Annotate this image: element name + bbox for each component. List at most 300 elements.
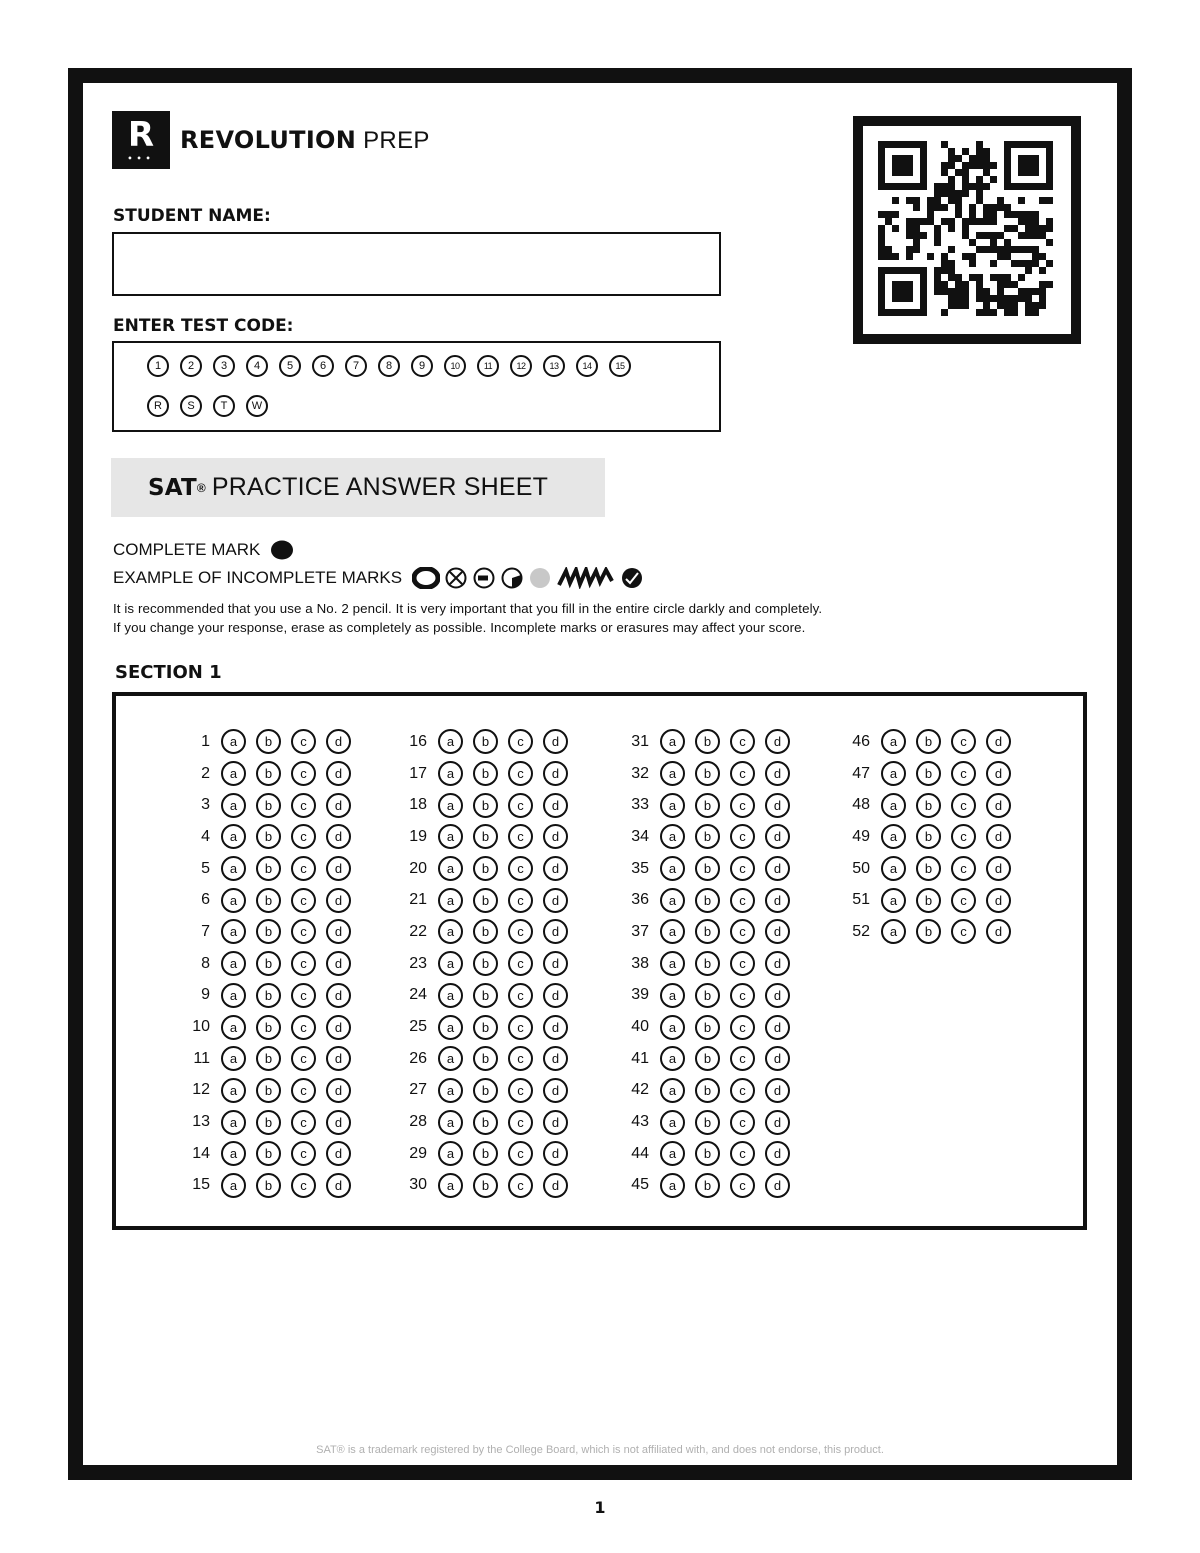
answer-bubble-b[interactable]: b <box>473 951 498 976</box>
test-code-bubble-9[interactable]: 9 <box>411 355 433 377</box>
answer-bubble-d[interactable]: d <box>543 761 568 786</box>
question-row-37 <box>621 916 790 948</box>
answer-options <box>221 729 351 754</box>
question-number: 39 <box>631 986 649 1004</box>
answer-bubble-a[interactable]: a <box>438 983 463 1008</box>
test-code-bubble-11[interactable]: 11 <box>477 355 499 377</box>
answer-bubble-a[interactable]: a <box>660 1015 685 1040</box>
x-mark-icon <box>444 567 468 589</box>
brand-name-light: PREP <box>363 126 430 154</box>
answer-bubble-a[interactable]: a <box>438 856 463 881</box>
question-row-7 <box>182 916 351 948</box>
question-number: 37 <box>631 922 649 940</box>
answer-bubble-c[interactable]: c <box>291 1046 316 1071</box>
answer-bubble-b[interactable]: b <box>695 951 720 976</box>
answer-bubble-d[interactable]: d <box>543 1141 568 1166</box>
answer-bubble-d[interactable]: d <box>326 888 351 913</box>
answer-bubble-c[interactable]: c <box>730 824 755 849</box>
question-row-8 <box>182 948 351 980</box>
answer-options <box>881 793 1011 818</box>
answer-bubble-a[interactable]: a <box>438 761 463 786</box>
test-code-bubble-w[interactable]: W <box>246 395 268 417</box>
answer-bubble-d[interactable]: d <box>765 1078 790 1103</box>
answer-bubble-a[interactable]: a <box>881 856 906 881</box>
question-row-43 <box>621 1106 790 1138</box>
answer-bubble-d[interactable]: d <box>765 951 790 976</box>
answer-bubble-a[interactable]: a <box>221 1110 246 1135</box>
answer-bubble-c[interactable]: c <box>730 1141 755 1166</box>
answer-bubble-a[interactable]: a <box>881 761 906 786</box>
answer-bubble-b[interactable]: b <box>256 1046 281 1071</box>
question-row-49 <box>842 821 1011 853</box>
answer-bubble-d[interactable]: d <box>765 824 790 849</box>
question-row-28 <box>399 1106 568 1138</box>
answer-bubble-c[interactable]: c <box>508 919 533 944</box>
answer-bubble-a[interactable]: a <box>660 1173 685 1198</box>
answer-bubble-d[interactable]: d <box>326 1078 351 1103</box>
answer-bubble-d[interactable]: d <box>765 1141 790 1166</box>
answer-bubble-b[interactable]: b <box>473 1141 498 1166</box>
question-row-15 <box>182 1170 351 1202</box>
answer-bubble-b[interactable]: b <box>916 919 941 944</box>
answer-bubble-c[interactable]: c <box>730 761 755 786</box>
answer-bubble-a[interactable]: a <box>660 1046 685 1071</box>
answer-bubble-b[interactable]: b <box>473 888 498 913</box>
answer-bubble-a[interactable]: a <box>881 888 906 913</box>
test-code-bubble-13[interactable]: 13 <box>543 355 565 377</box>
question-number: 5 <box>201 859 210 877</box>
answer-bubble-c[interactable]: c <box>291 793 316 818</box>
answer-bubble-a[interactable]: a <box>660 1078 685 1103</box>
answer-bubble-c[interactable]: c <box>730 1046 755 1071</box>
answer-bubble-c[interactable]: c <box>730 983 755 1008</box>
answer-bubble-c[interactable]: c <box>291 951 316 976</box>
answer-bubble-c[interactable]: c <box>951 919 976 944</box>
incomplete-marks-example <box>113 567 644 589</box>
question-number: 6 <box>201 891 210 909</box>
question-number: 33 <box>631 796 649 814</box>
answer-bubble-c[interactable]: c <box>730 888 755 913</box>
answer-bubble-c[interactable]: c <box>730 729 755 754</box>
answer-bubble-c[interactable]: c <box>508 729 533 754</box>
test-code-bubble-3[interactable]: 3 <box>213 355 235 377</box>
answer-bubble-d[interactable]: d <box>543 951 568 976</box>
answer-bubble-c[interactable]: c <box>508 983 533 1008</box>
answer-options <box>221 1173 351 1198</box>
question-number: 11 <box>193 1049 210 1067</box>
question-row-2 <box>182 758 351 790</box>
answer-bubble-a[interactable]: a <box>438 1078 463 1103</box>
answer-bubble-a[interactable]: a <box>660 824 685 849</box>
sheet-title-sat: SAT <box>148 474 197 501</box>
question-number: 12 <box>192 1081 210 1099</box>
answer-bubble-d[interactable]: d <box>543 1173 568 1198</box>
answer-options <box>221 761 351 786</box>
answer-bubble-b[interactable]: b <box>916 856 941 881</box>
answer-bubble-c[interactable]: c <box>508 951 533 976</box>
answer-bubble-a[interactable]: a <box>221 1046 246 1071</box>
answer-bubble-c[interactable]: c <box>730 919 755 944</box>
answer-bubble-b[interactable]: b <box>256 1141 281 1166</box>
test-code-bubble-r[interactable]: R <box>147 395 169 417</box>
answer-bubble-c[interactable]: c <box>951 793 976 818</box>
test-code-bubble-10[interactable]: 10 <box>444 355 466 377</box>
question-row-25 <box>399 1011 568 1043</box>
answer-bubble-a[interactable]: a <box>660 1141 685 1166</box>
answer-bubble-b[interactable]: b <box>256 856 281 881</box>
answer-bubble-a[interactable]: a <box>221 729 246 754</box>
answer-bubble-c[interactable]: c <box>508 824 533 849</box>
answer-bubble-c[interactable]: c <box>508 761 533 786</box>
answer-bubble-a[interactable]: a <box>660 856 685 881</box>
scribble-mark-icon <box>556 567 616 589</box>
qr-code-icon <box>853 116 1081 344</box>
answer-bubble-d[interactable]: d <box>986 919 1011 944</box>
answer-bubble-b[interactable]: b <box>256 1078 281 1103</box>
answer-bubble-b[interactable]: b <box>916 888 941 913</box>
answer-bubble-d[interactable]: d <box>765 793 790 818</box>
answer-column-2 <box>399 726 568 1201</box>
answer-bubble-d[interactable]: d <box>765 919 790 944</box>
answer-bubble-a[interactable]: a <box>438 919 463 944</box>
answer-bubble-c[interactable]: c <box>508 1173 533 1198</box>
answer-bubble-d[interactable]: d <box>986 824 1011 849</box>
test-code-bubble-s[interactable]: S <box>180 395 202 417</box>
answer-bubble-d[interactable]: d <box>765 1046 790 1071</box>
answer-options <box>221 856 351 881</box>
answer-bubble-d[interactable]: d <box>543 856 568 881</box>
test-code-bubble-4[interactable]: 4 <box>246 355 268 377</box>
answer-options <box>221 1141 351 1166</box>
answer-bubble-b[interactable]: b <box>695 1046 720 1071</box>
question-row-17 <box>399 758 568 790</box>
answer-bubble-d[interactable]: d <box>986 729 1011 754</box>
answer-bubble-c[interactable]: c <box>291 983 316 1008</box>
answer-bubble-b[interactable]: b <box>916 729 941 754</box>
answer-bubble-a[interactable]: a <box>221 1078 246 1103</box>
answer-bubble-c[interactable]: c <box>730 1015 755 1040</box>
answer-bubble-a[interactable]: a <box>221 919 246 944</box>
answer-bubble-d[interactable]: d <box>765 1110 790 1135</box>
question-row-1 <box>182 726 351 758</box>
question-row-21 <box>399 884 568 916</box>
answer-bubble-a[interactable]: a <box>221 1015 246 1040</box>
answer-bubble-b[interactable]: b <box>695 919 720 944</box>
answer-bubble-d[interactable]: d <box>543 1046 568 1071</box>
answer-bubble-b[interactable]: b <box>473 729 498 754</box>
answer-options <box>660 824 790 849</box>
answer-bubble-a[interactable]: a <box>221 951 246 976</box>
answer-bubble-b[interactable]: b <box>256 729 281 754</box>
test-code-bubble-1[interactable]: 1 <box>147 355 169 377</box>
answer-bubble-c[interactable]: c <box>730 856 755 881</box>
answer-bubble-a[interactable]: a <box>438 1110 463 1135</box>
partial-fill-mark-icon <box>500 567 524 589</box>
answer-bubble-c[interactable]: c <box>730 1078 755 1103</box>
answer-bubble-c[interactable]: c <box>951 856 976 881</box>
answer-bubble-a[interactable]: a <box>660 919 685 944</box>
answer-bubble-b[interactable]: b <box>916 824 941 849</box>
answer-bubble-c[interactable]: c <box>508 888 533 913</box>
answer-bubble-a[interactable]: a <box>221 1173 246 1198</box>
question-row-24 <box>399 980 568 1012</box>
question-row-13 <box>182 1106 351 1138</box>
answer-bubble-a[interactable]: a <box>438 1141 463 1166</box>
answer-bubble-c[interactable]: c <box>291 761 316 786</box>
answer-bubble-d[interactable]: d <box>543 919 568 944</box>
answer-bubble-b[interactable]: b <box>695 1173 720 1198</box>
answer-bubble-d[interactable]: d <box>765 729 790 754</box>
answer-bubble-c[interactable]: c <box>291 729 316 754</box>
test-code-bubble-t[interactable]: T <box>213 395 235 417</box>
answer-bubble-a[interactable]: a <box>221 1141 246 1166</box>
answer-bubble-d[interactable]: d <box>326 1173 351 1198</box>
answer-bubble-c[interactable]: c <box>291 1078 316 1103</box>
question-number: 26 <box>409 1049 427 1067</box>
question-row-35 <box>621 853 790 885</box>
question-number: 47 <box>852 764 870 782</box>
answer-bubble-b[interactable]: b <box>256 1173 281 1198</box>
answer-bubble-d[interactable]: d <box>326 1046 351 1071</box>
answer-options <box>221 1015 351 1040</box>
answer-bubble-d[interactable]: d <box>543 983 568 1008</box>
question-row-19 <box>399 821 568 853</box>
answer-bubble-a[interactable]: a <box>221 824 246 849</box>
question-number: 29 <box>409 1144 427 1162</box>
answer-bubble-a[interactable]: a <box>660 1110 685 1135</box>
question-row-46 <box>842 726 1011 758</box>
test-code-bubble-6[interactable]: 6 <box>312 355 334 377</box>
answer-bubble-b[interactable]: b <box>695 793 720 818</box>
answer-bubble-a[interactable]: a <box>221 888 246 913</box>
answer-bubble-c[interactable]: c <box>951 761 976 786</box>
answer-bubble-b[interactable]: b <box>473 793 498 818</box>
answer-bubble-b[interactable]: b <box>473 824 498 849</box>
question-row-33 <box>621 789 790 821</box>
answer-bubble-c[interactable]: c <box>291 1110 316 1135</box>
answer-bubble-a[interactable]: a <box>881 729 906 754</box>
answer-bubble-c[interactable]: c <box>730 951 755 976</box>
answer-bubble-d[interactable]: d <box>543 1078 568 1103</box>
answer-bubble-d[interactable]: d <box>326 951 351 976</box>
student-name-field[interactable] <box>112 232 721 296</box>
answer-bubble-a[interactable]: a <box>438 729 463 754</box>
answer-bubble-c[interactable]: c <box>951 729 976 754</box>
answer-bubble-d[interactable]: d <box>765 888 790 913</box>
answer-bubble-c[interactable]: c <box>730 1173 755 1198</box>
answer-bubble-b[interactable]: b <box>916 793 941 818</box>
question-number: 16 <box>409 732 427 750</box>
answer-bubble-c[interactable]: c <box>508 1015 533 1040</box>
answer-options <box>438 1110 568 1135</box>
answer-bubble-d[interactable]: d <box>326 824 351 849</box>
answer-bubble-b[interactable]: b <box>256 888 281 913</box>
answer-bubble-b[interactable]: b <box>695 983 720 1008</box>
answer-bubble-b[interactable]: b <box>695 888 720 913</box>
answer-bubble-a[interactable]: a <box>438 951 463 976</box>
question-row-41 <box>621 1043 790 1075</box>
answer-bubble-b[interactable]: b <box>256 1110 281 1135</box>
question-number: 24 <box>409 986 427 1004</box>
answer-bubble-b[interactable]: b <box>256 983 281 1008</box>
answer-bubble-d[interactable]: d <box>543 793 568 818</box>
answer-bubble-c[interactable]: c <box>291 1141 316 1166</box>
answer-bubble-b[interactable]: b <box>695 761 720 786</box>
answer-bubble-b[interactable]: b <box>256 793 281 818</box>
dash-mark-icon <box>472 567 496 589</box>
answer-bubble-b[interactable]: b <box>695 824 720 849</box>
answer-options <box>221 793 351 818</box>
question-number: 32 <box>631 764 649 782</box>
answer-bubble-a[interactable]: a <box>221 856 246 881</box>
answer-options <box>438 1046 568 1071</box>
answer-bubble-c[interactable]: c <box>951 888 976 913</box>
answer-bubble-b[interactable]: b <box>695 1110 720 1135</box>
test-code-bubble-14[interactable]: 14 <box>576 355 598 377</box>
test-code-bubble-2[interactable]: 2 <box>180 355 202 377</box>
question-row-47 <box>842 758 1011 790</box>
answer-bubble-d[interactable]: d <box>326 793 351 818</box>
answer-bubble-c[interactable]: c <box>291 888 316 913</box>
answer-bubble-b[interactable]: b <box>256 919 281 944</box>
answer-bubble-c[interactable]: c <box>291 1015 316 1040</box>
answer-bubble-a[interactable]: a <box>660 888 685 913</box>
answer-options <box>881 856 1011 881</box>
test-code-bubble-8[interactable]: 8 <box>378 355 400 377</box>
answer-bubble-a[interactable]: a <box>881 793 906 818</box>
answer-bubble-b[interactable]: b <box>695 1141 720 1166</box>
question-row-3 <box>182 789 351 821</box>
answer-options <box>660 1141 790 1166</box>
answer-bubble-b[interactable]: b <box>256 951 281 976</box>
answer-bubble-b[interactable]: b <box>473 1110 498 1135</box>
answer-bubble-c[interactable]: c <box>508 793 533 818</box>
answer-bubble-a[interactable]: a <box>881 824 906 849</box>
answer-bubble-b[interactable]: b <box>695 1078 720 1103</box>
answer-bubble-d[interactable]: d <box>543 729 568 754</box>
answer-bubble-c[interactable]: c <box>291 1173 316 1198</box>
answer-bubble-c[interactable]: c <box>951 824 976 849</box>
answer-bubble-b[interactable]: b <box>256 761 281 786</box>
answer-bubble-d[interactable]: d <box>765 1173 790 1198</box>
answer-grid <box>112 692 1087 1230</box>
answer-bubble-d[interactable]: d <box>326 856 351 881</box>
answer-bubble-b[interactable]: b <box>473 1173 498 1198</box>
answer-bubble-a[interactable]: a <box>438 1015 463 1040</box>
answer-bubble-a[interactable]: a <box>221 793 246 818</box>
question-row-18 <box>399 789 568 821</box>
answer-bubble-b[interactable]: b <box>695 729 720 754</box>
answer-bubble-c[interactable]: c <box>508 1141 533 1166</box>
answer-bubble-b[interactable]: b <box>916 761 941 786</box>
answer-bubble-b[interactable]: b <box>256 1015 281 1040</box>
answer-bubble-c[interactable]: c <box>508 1110 533 1135</box>
answer-bubble-a[interactable]: a <box>438 1046 463 1071</box>
answer-bubble-c[interactable]: c <box>291 919 316 944</box>
answer-bubble-d[interactable]: d <box>326 1110 351 1135</box>
answer-bubble-b[interactable]: b <box>473 1078 498 1103</box>
answer-bubble-d[interactable]: d <box>986 793 1011 818</box>
answer-bubble-a[interactable]: a <box>881 919 906 944</box>
brand-logo <box>112 110 430 170</box>
question-number: 34 <box>631 827 649 845</box>
question-number: 17 <box>409 764 427 782</box>
answer-bubble-d[interactable]: d <box>326 919 351 944</box>
answer-bubble-d[interactable]: d <box>765 761 790 786</box>
question-row-11 <box>182 1043 351 1075</box>
answer-bubble-b[interactable]: b <box>473 1046 498 1071</box>
answer-bubble-d[interactable]: d <box>326 1015 351 1040</box>
answer-bubble-d[interactable]: d <box>986 761 1011 786</box>
answer-options <box>438 824 568 849</box>
answer-bubble-d[interactable]: d <box>543 1015 568 1040</box>
answer-bubble-a[interactable]: a <box>438 1173 463 1198</box>
question-number: 52 <box>852 922 870 940</box>
answer-bubble-d[interactable]: d <box>765 1015 790 1040</box>
question-row-14 <box>182 1138 351 1170</box>
test-code-row-letters <box>147 395 268 417</box>
answer-bubble-d[interactable]: d <box>326 1141 351 1166</box>
answer-bubble-c[interactable]: c <box>730 1110 755 1135</box>
question-row-48 <box>842 789 1011 821</box>
answer-bubble-a[interactable]: a <box>660 793 685 818</box>
test-code-bubble-12[interactable]: 12 <box>510 355 532 377</box>
answer-bubble-d[interactable]: d <box>543 824 568 849</box>
answer-bubble-a[interactable]: a <box>660 983 685 1008</box>
answer-bubble-c[interactable]: c <box>291 856 316 881</box>
answer-bubble-d[interactable]: d <box>765 856 790 881</box>
answer-bubble-b[interactable]: b <box>473 1015 498 1040</box>
answer-bubble-d[interactable]: d <box>765 983 790 1008</box>
answer-bubble-a[interactable]: a <box>221 761 246 786</box>
answer-bubble-c[interactable]: c <box>291 824 316 849</box>
answer-bubble-c[interactable]: c <box>508 1046 533 1071</box>
sheet-title-banner <box>111 458 605 517</box>
answer-bubble-b[interactable]: b <box>473 983 498 1008</box>
answer-bubble-d[interactable]: d <box>543 888 568 913</box>
answer-bubble-d[interactable]: d <box>543 1110 568 1135</box>
answer-bubble-b[interactable]: b <box>256 824 281 849</box>
test-code-bubble-5[interactable]: 5 <box>279 355 301 377</box>
question-number: 30 <box>409 1176 427 1194</box>
answer-bubble-a[interactable]: a <box>660 761 685 786</box>
answer-bubble-a[interactable]: a <box>221 983 246 1008</box>
answer-bubble-a[interactable]: a <box>438 793 463 818</box>
answer-bubble-b[interactable]: b <box>473 761 498 786</box>
test-code-bubble-7[interactable]: 7 <box>345 355 367 377</box>
answer-bubble-a[interactable]: a <box>438 888 463 913</box>
answer-bubble-b[interactable]: b <box>473 919 498 944</box>
answer-bubble-c[interactable]: c <box>508 1078 533 1103</box>
answer-bubble-d[interactable]: d <box>986 888 1011 913</box>
answer-bubble-a[interactable]: a <box>660 729 685 754</box>
answer-bubble-c[interactable]: c <box>508 856 533 881</box>
answer-bubble-b[interactable]: b <box>473 856 498 881</box>
answer-bubble-c[interactable]: c <box>730 793 755 818</box>
answer-options <box>660 1078 790 1103</box>
answer-options <box>660 793 790 818</box>
answer-bubble-d[interactable]: d <box>326 729 351 754</box>
answer-bubble-d[interactable]: d <box>326 761 351 786</box>
answer-bubble-b[interactable]: b <box>695 1015 720 1040</box>
answer-bubble-d[interactable]: d <box>326 983 351 1008</box>
answer-bubble-a[interactable]: a <box>660 951 685 976</box>
answer-bubble-a[interactable]: a <box>438 824 463 849</box>
answer-bubble-b[interactable]: b <box>695 856 720 881</box>
question-row-39 <box>621 980 790 1012</box>
answer-bubble-d[interactable]: d <box>986 856 1011 881</box>
test-code-bubble-15[interactable]: 15 <box>609 355 631 377</box>
